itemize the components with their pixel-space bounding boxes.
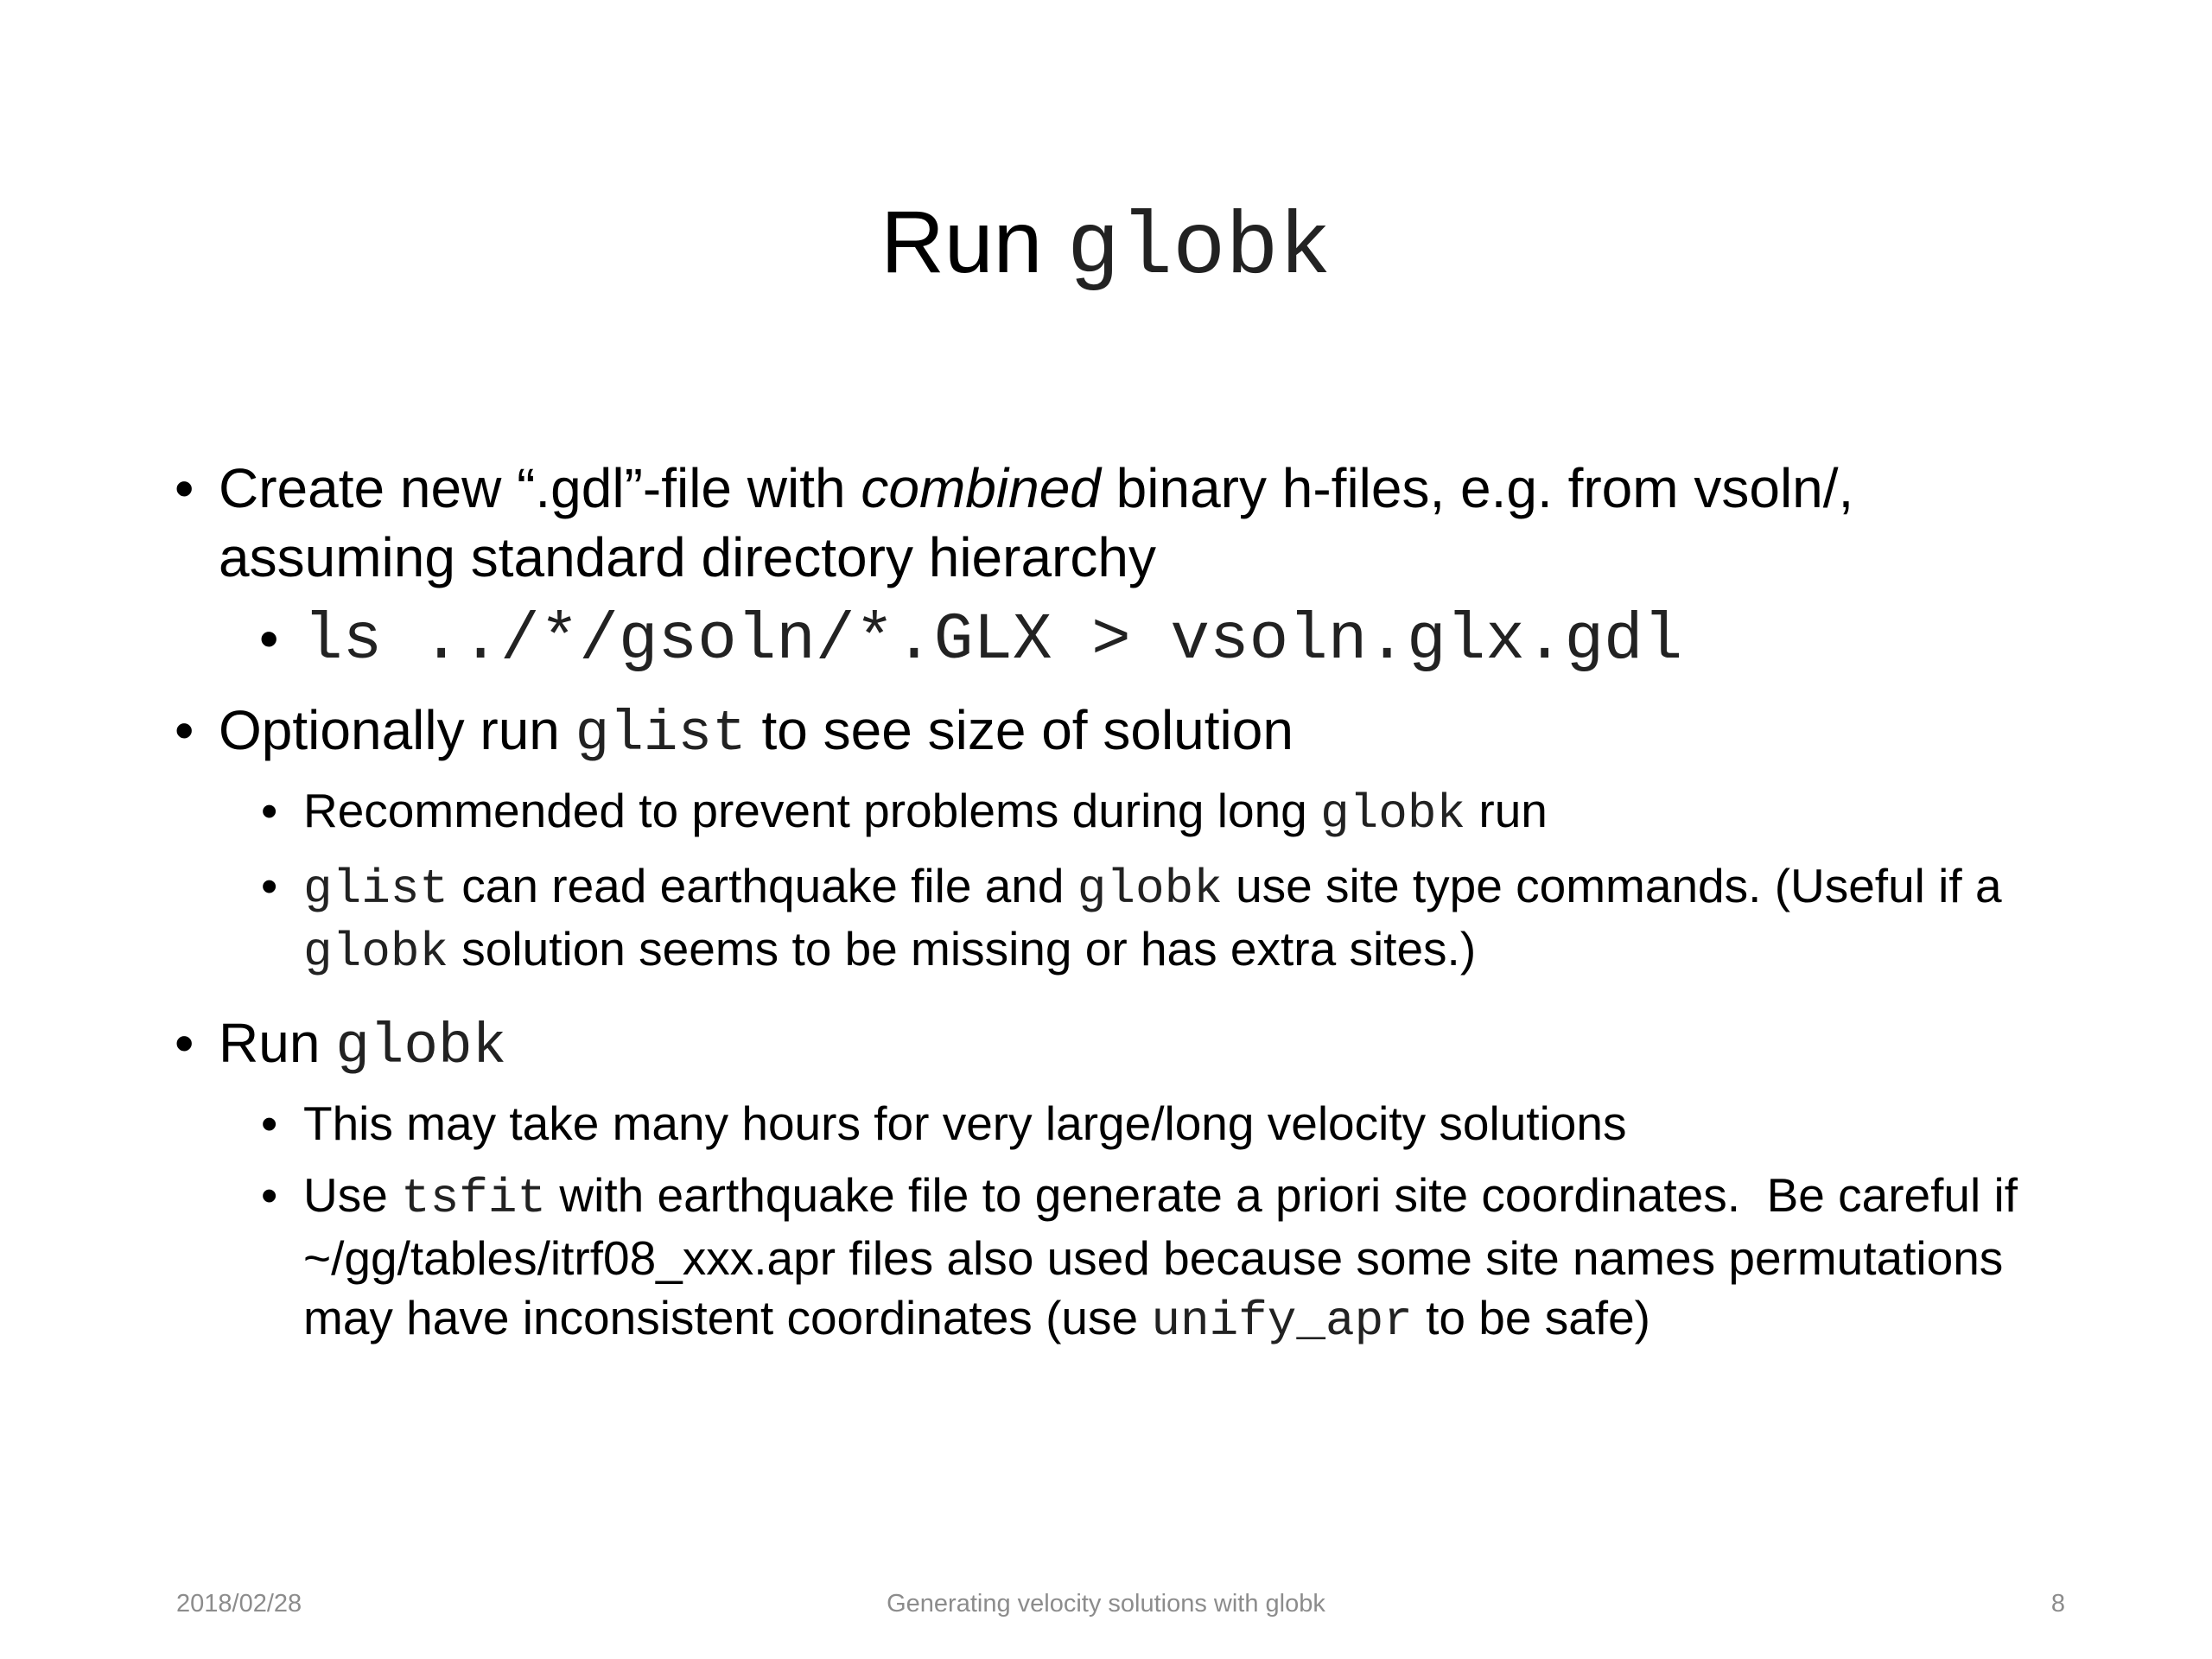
sub-bullet-many-hours [164,1094,2065,1154]
command-text: ls ../*/gsoln/*.GLX > vsoln.glx.gdl [303,603,1683,677]
footer-title: Generating velocity solutions with globk [887,1590,1325,1618]
bullet-optionally-run-glist [164,696,2065,769]
footer-date: 2018/02/28 [176,1590,302,1618]
bullet-dot: • [175,1012,194,1074]
bullet-create-gdl [164,454,2065,592]
inline-code: globk [1320,786,1466,842]
bullet-dot: • [175,457,194,519]
sub-bullet-recommended [164,781,2065,844]
bullet-text: can read earthquake file and [448,859,1077,912]
bullet-text: Optionally run [219,699,575,761]
bullet-text: solution seems to be missing or has extra sites.) [448,922,1477,976]
sub-bullet-ls-command [164,604,2065,675]
slide-body [164,454,2065,1351]
bullet-text: run [1465,784,1548,837]
sub-bullet-use-tsfit [164,1166,2065,1351]
bullet-text: Create new “.gdl”-file with [219,457,861,519]
inline-code: globk [1077,861,1223,917]
sub-bullet-glist-earthquake [164,856,2065,982]
title-code: globk [1066,199,1332,299]
bullet-run-globk [164,1008,2065,1082]
bullet-text: Recommended to prevent problems during long [303,784,1321,837]
bullet-text: This may take many hours for very large/long velocity solutions [303,1096,1627,1150]
inline-code: globk [335,1014,507,1079]
bullet-emphasis: combined [861,457,1101,519]
bullet-dot: • [261,1168,278,1222]
bullet-dot: • [261,859,278,912]
bullet-dot: • [261,1096,278,1150]
inline-code: glist [303,861,449,917]
slide-title [0,190,2212,301]
inline-code: globk [303,925,449,980]
page-number: 8 [2050,1590,2065,1618]
bullet-dot: • [175,699,194,761]
bullet-text: binary h-files, e.g. from vsoln/, assuming standard directory hierarchy [219,457,1854,588]
bullet-dot: • [261,784,278,837]
bullet-text: to see size of solution [746,699,1294,761]
bullet-text: to be safe) [1412,1291,1650,1344]
title-text: Run [880,193,1043,291]
inline-code: tsfit [401,1171,547,1226]
inline-code: unify_apr [1151,1294,1413,1349]
bullet-text: Use [303,1168,402,1222]
inline-code: glist [575,702,747,766]
bullet-text: use site type commands. (Useful if a [1222,859,2002,912]
bullet-text: with earthquake file to generate a priori site coordinates. Be careful if ~/gg/tables/itrf08_xxx.apr files also used because some site names permutations may have inconsistent coordinates (use [303,1168,2018,1344]
bullet-text: Run [219,1012,336,1074]
bullet-dot: • [259,607,279,670]
